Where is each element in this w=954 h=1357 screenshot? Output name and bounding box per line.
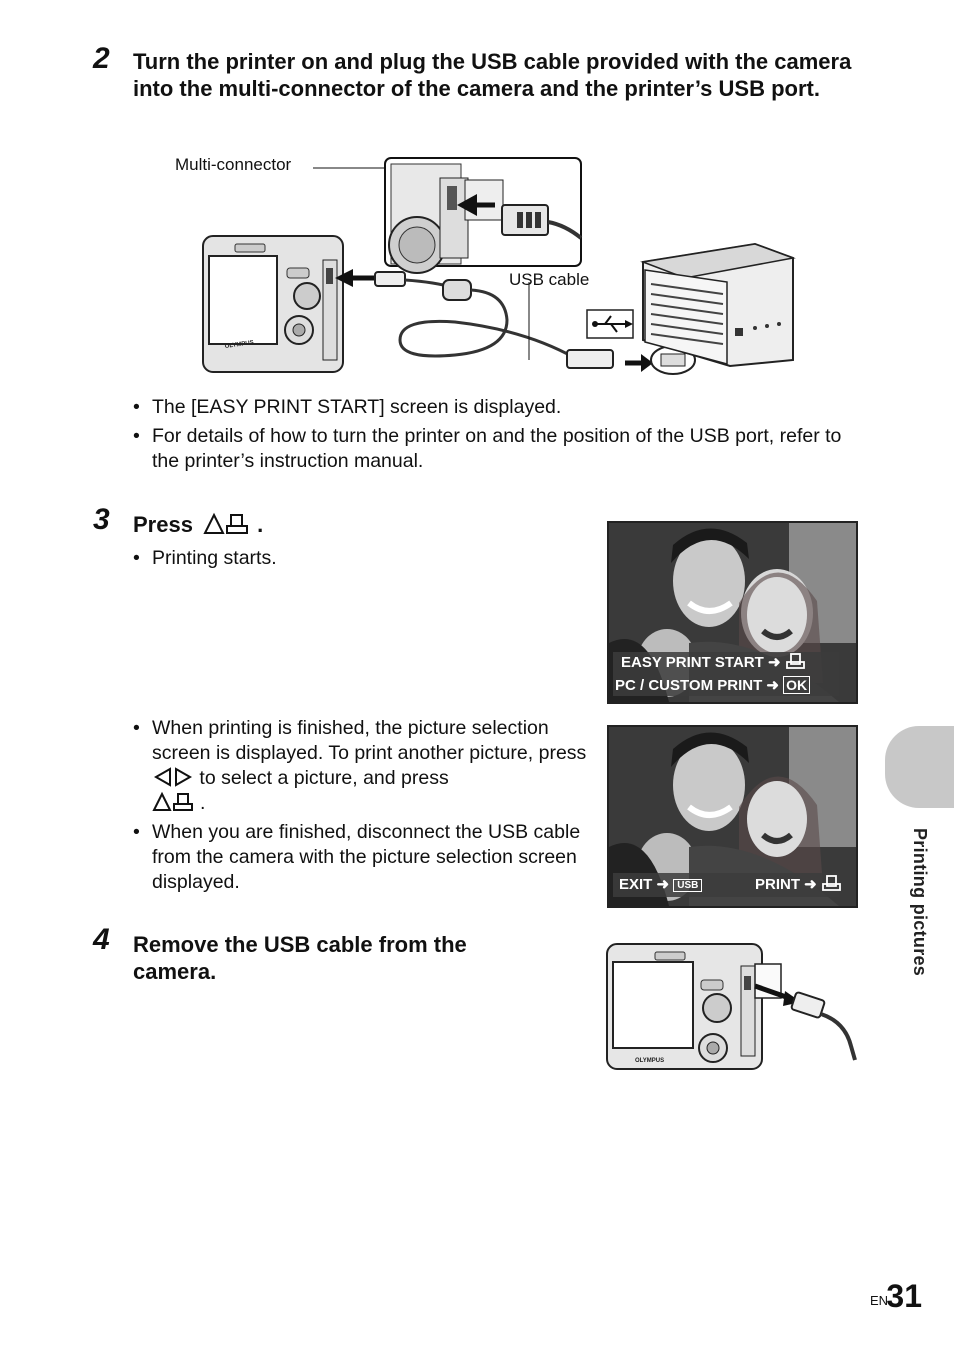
screen1-line-easy (621, 653, 807, 671)
page-number: 31 (886, 1278, 922, 1314)
print-icon (821, 875, 843, 891)
step-3-bullet-finished: • When printing is finished, the picture selection screen is displayed. To print another picture, press to select a picture, and press . (130, 716, 590, 816)
print-button-icon (152, 791, 200, 813)
pc-custom-print-text: PC / CUSTOM PRINT (615, 677, 763, 694)
arrow-right-icon: ➜ (804, 876, 817, 893)
screen1-line-pc (615, 676, 810, 694)
camera-printer-connection-illustration (195, 150, 805, 380)
step-3-number: 3 (93, 503, 110, 536)
usb-unplug-icon: USB (673, 879, 702, 892)
step-3-bullets-1 (130, 546, 580, 575)
step-3-bullets-2 (130, 716, 590, 899)
print-text: PRINT (755, 876, 800, 893)
step-4-number: 4 (93, 923, 110, 956)
multi-connector-label: Multi-connector (175, 155, 292, 174)
usb-cable-label: USB cable (509, 270, 590, 289)
step-3-heading-text: Press (133, 512, 193, 537)
print-icon (785, 653, 807, 669)
section-tab (885, 726, 954, 808)
screen2-exit (619, 875, 702, 893)
arrow-right-icon: ➜ (767, 654, 781, 671)
step-3-bullet-finished-b: to select a picture, and press (199, 767, 449, 789)
step-3-bullet-printing: • Printing starts. (130, 546, 580, 571)
ok-badge: OK (783, 676, 810, 694)
step-4-heading: Remove the USB cable from the camera. (133, 932, 467, 984)
easy-print-start-text: EASY PRINT START (621, 654, 764, 671)
step-2-bullets (130, 395, 860, 478)
arrow-right-icon: ➜ (656, 876, 670, 893)
arrow-right-icon: ➜ (766, 677, 779, 694)
camera-brand-1: OLYMPUS (224, 339, 255, 350)
left-right-arrow-icon (152, 767, 194, 787)
step-3-bullet-disconnect: • When you are finished, disconnect the USB cable from the camera with the picture selection screen displayed. (130, 820, 590, 895)
camera-brand-2: OLYMPUS (635, 1058, 665, 1064)
step-3-heading: Press . (133, 512, 264, 537)
language-code: EN (869, 1293, 888, 1308)
camera-unplug-illustration (605, 936, 860, 1072)
step-2-bullet-1: • The [EASY PRINT START] screen is displayed. (130, 395, 860, 420)
screen2-print (755, 875, 843, 893)
step-3-bullet-finished-a: When printing is finished, the picture selection screen is displayed. To print another picture, press (152, 717, 587, 764)
section-label: Printing pictures (910, 828, 930, 977)
exit-text: EXIT (619, 876, 653, 893)
step-2-bullet-2: • For details of how to turn the printer on and the position of the USB port, refer to the printer’s instruction manual. (130, 424, 860, 474)
step-2-number: 2 (93, 42, 110, 75)
picture-selection-screen (607, 725, 858, 908)
step-2-heading: Turn the printer on and plug the USB cable provided with the camera into the multi-connector of the camera and the printer’s USB port. (133, 49, 852, 101)
easy-print-start-screen (607, 521, 858, 704)
print-button-icon (203, 512, 257, 536)
